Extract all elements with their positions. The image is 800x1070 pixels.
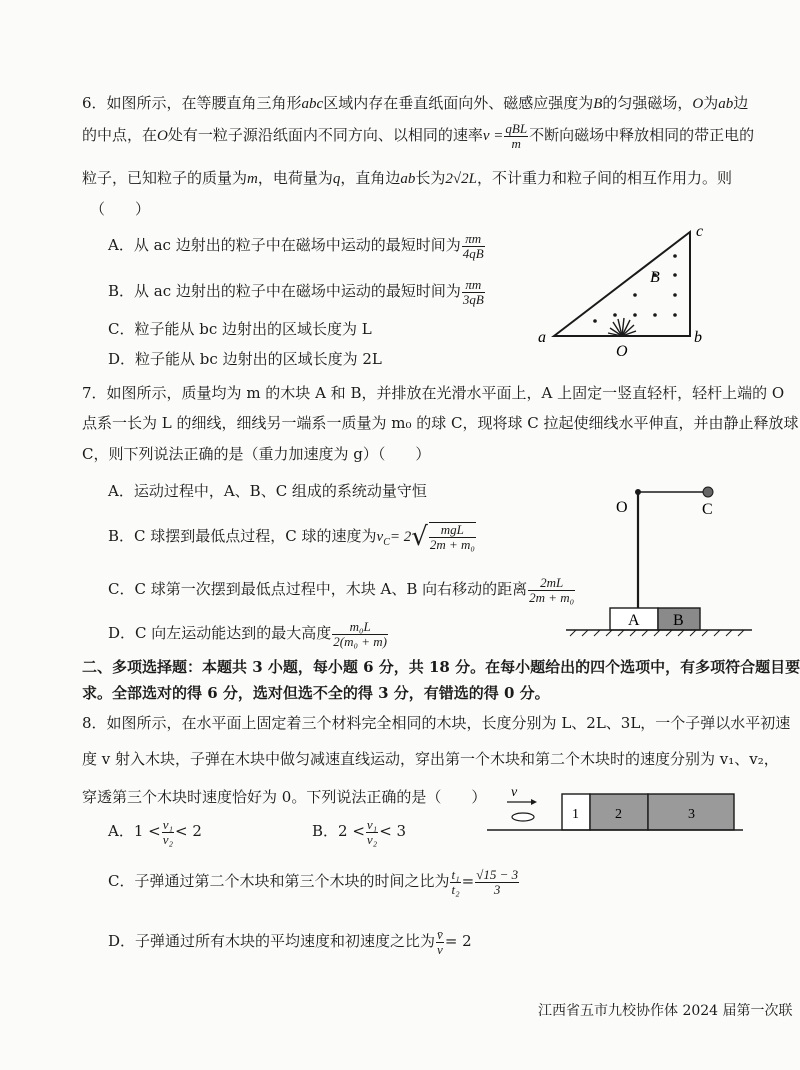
q6-speed-fraction: $\frac{\text{qBL}}{m}$ (505, 121, 528, 151)
label-a: a (538, 329, 546, 346)
label-B: B (673, 612, 684, 629)
triangle-abc (554, 232, 690, 336)
q7-blocks-figure (560, 478, 760, 638)
label-O: O (616, 499, 628, 516)
q6-option-b: B．从 ac 边射出的粒子中在磁场中运动的最短时间为 $\frac{\pi m}{3qB}$ (108, 277, 484, 307)
label-C: C (702, 501, 713, 518)
q7-line1: 7．如图所示，质量均为 m 的木块 A 和 B，并排放在光滑水平面上，A 上固定一竖直轻杆，轻杆上端的 O (82, 384, 785, 402)
q8-option-d: D．子弹通过所有木块的平均速度和初速度之比为 $\frac{v̄}{v}$ = 2 (108, 927, 472, 957)
q8-line1: 8．如图所示，在水平面上固定着三个材料完全相同的木块，长度分别为 L、2L、3L，一个子弹以水平初速 (82, 714, 791, 732)
label-v: v (511, 785, 518, 800)
q6-line2: 的中点，在O处有一粒子源沿纸面内不同方向、以相同的速率v = $\frac{\text{qBL}}{m}$ 不断向磁场中释放相同的带正电的 (82, 121, 755, 151)
q8-blocks-figure (485, 780, 745, 842)
q8-option-b: B．2 < $\frac{\text{v₁}}{\text{v₂}}$ < 3 (312, 817, 407, 847)
q7-option-d: D．C 向左运动能达到的最大高度 $\frac{\text{m₀L}}{\text{2(m₀ + m)}}$ (108, 619, 388, 649)
label-block-3: 3 (688, 807, 695, 822)
q8-option-c: C．子弹通过第二个木块和第三个木块的时间之比为 $\frac{\text{t₁}}{\text{t₂}}$ = $\frac{√15 - 3}{3}$ (108, 867, 519, 897)
q7-line3: C，则下列说法正确的是（重力加速度为 g）（ ） (82, 445, 431, 463)
label-block-2: 2 (615, 807, 622, 822)
q6-answer-paren: （ ） (90, 200, 151, 218)
label-A: A (628, 612, 640, 629)
velocity-arrowhead (531, 799, 537, 805)
pivot-O (635, 489, 641, 495)
q6-option-a: A．从 ac 边射出的粒子中在磁场中运动的最短时间为 $\frac{\pi m}{4qB}$ (108, 231, 484, 261)
magnetic-field-dots (593, 254, 677, 323)
q8-line2: 度 v 射入木块，子弹在木块中做匀减速直线运动，穿出第一个木块和第二个木块时的速度分别为 v₁、v₂， (82, 750, 779, 768)
q7-option-a: A．运动过程中，A、B、C 组成的系统动量守恒 (108, 482, 427, 500)
ball-C (703, 487, 713, 497)
q6-option-d: D．粒子能从 bc 边射出的区域长度为 2L (108, 350, 382, 368)
label-B: B (650, 269, 660, 286)
q6-option-c: C．粒子能从 bc 边射出的区域长度为 L (108, 320, 372, 338)
q7-line2: 点系一长为 L 的细线，细线另一端系一质量为 m₀ 的球 C，现将球 C 拉起使细线水平伸直，并由静止释放球 (82, 414, 799, 432)
q7-option-c: C．C 球第一次摆到最低点过程中，木块 A、B 向右移动的距离 $\frac{2mL}{\text{2m + m₀}}$ (108, 575, 575, 605)
q8-option-a: A．1 < $\frac{\text{v₁}}{\text{v₂}}$ < 2 (108, 817, 202, 847)
label-block-1: 1 (572, 807, 579, 822)
ground-hatch (570, 630, 744, 636)
q6-line3: 粒子，已知粒子的质量为m，电荷量为q，直角边ab长为2√2L，不计重力和粒子间的相互作用力。则 (82, 169, 732, 187)
footer-school-name: 江西省五市九校协作体 2024 届第一次联 (538, 1003, 793, 1019)
q6-line1: 6．如图所示，在等腰直角三角形abc区域内存在垂直纸面向外、磁感应强度为B的匀强磁场，O为ab边 (82, 94, 749, 112)
particle-source-burst (608, 318, 636, 336)
label-b: b (694, 329, 702, 346)
bullet (512, 813, 534, 821)
q8-line3: 穿透第三个木块时速度恰好为 0。下列说法正确的是（ ） (82, 788, 487, 806)
section2-line1: 二、多项选择题：本题共 3 小题，每小题 6 分，共 18 分。在每小题给出的四个选项中，有多项符合题目要 (82, 658, 800, 676)
q6-triangle-figure (530, 218, 720, 358)
section2-line2: 求。全部选对的得 6 分，选对但选不全的得 3 分，有错选的得 0 分。 (82, 684, 550, 702)
q7-option-b: B．C 球摆到最低点过程，C 球的速度为$v_C= 2√$ $\frac{\text{mgL}}{\text{2m + m₀}}$ (108, 522, 475, 552)
label-O: O (616, 343, 628, 358)
label-c: c (696, 223, 704, 240)
